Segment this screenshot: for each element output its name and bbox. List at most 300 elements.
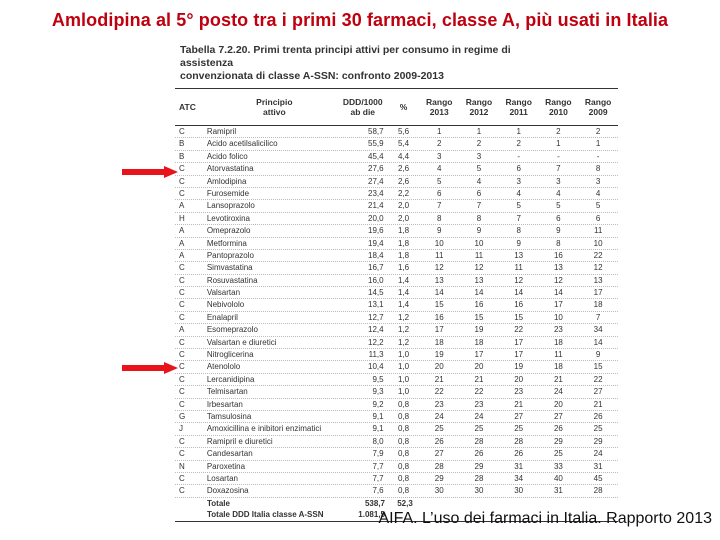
cell-principle: Acido acetilsalicilico	[206, 139, 278, 149]
cell-principle: Esomeprazolo	[206, 325, 258, 335]
cell-rank-2011: 31	[514, 461, 524, 471]
cell-ddd: 11,3	[368, 350, 384, 360]
cell-rank-2010: 17	[553, 300, 563, 310]
cell-pct: 1,2	[397, 312, 410, 322]
cell-rank-2009: 13	[593, 275, 603, 285]
cell-ddd: 12,4	[368, 325, 384, 335]
cell-rank-2012: 17	[474, 350, 484, 360]
cell-rank-2010: 21	[553, 374, 563, 384]
total-ddd: 538,7	[364, 498, 385, 508]
cell-rank-2009: 4	[595, 188, 601, 198]
caption-line-1: Tabella 7.2.20. Primi trenta principi attivi per consumo in regime di assistenza	[180, 44, 511, 69]
table-row	[175, 312, 618, 324]
cell-ddd: 23,4	[368, 188, 384, 198]
cell-ddd: 12,2	[368, 337, 384, 347]
cell-rank-2012: 15	[474, 312, 484, 322]
cell-rank-2013: 27	[434, 449, 444, 459]
cell-rank-2011: 21	[514, 399, 524, 409]
cell-rank-2013: 12	[434, 263, 444, 273]
cell-atc: A	[179, 250, 185, 260]
cell-ddd: 9,1	[372, 411, 384, 421]
cell-pct: 1,4	[397, 300, 410, 310]
cell-principle: Tamsulosina	[206, 411, 252, 421]
cell-atc: C	[179, 263, 185, 273]
header-ddd	[342, 89, 388, 125]
slide-title: Amlodipina al 5° posto tra i primi 30 farmaci, classe A, più usati in Italia	[51, 10, 669, 30]
table-body	[175, 126, 618, 498]
cell-ddd: 18,4	[368, 250, 384, 260]
cell-rank-2010: 13	[553, 263, 563, 273]
cell-principle: Lercanidipina	[206, 374, 255, 384]
cell-rank-2009: 45	[593, 473, 603, 483]
cell-rank-2009: 2	[595, 127, 601, 136]
cell-principle: Lansoprazolo	[206, 201, 255, 211]
cell-principle: Omeprazolo	[206, 226, 251, 236]
cell-ddd: 19,6	[368, 226, 384, 236]
cell-rank-2012: 13	[474, 275, 484, 285]
cell-rank-2009: 12	[593, 263, 603, 273]
header-rank-2010-l1: Rango	[545, 97, 572, 107]
header-principle-l2: attivo	[263, 107, 286, 117]
cell-rank-2009: 8	[595, 164, 601, 174]
cell-rank-2010: 29	[553, 436, 563, 446]
cell-rank-2011: 14	[514, 288, 524, 298]
cell-rank-2012: 25	[474, 424, 484, 434]
cell-pct: 1,8	[397, 238, 410, 248]
table-row	[175, 349, 618, 361]
table-row	[175, 485, 618, 497]
table-row	[175, 287, 618, 299]
cell-ddd: 16,0	[368, 275, 384, 285]
cell-atc: C	[179, 312, 185, 322]
table-row	[175, 337, 618, 349]
cell-principle: Ramipril	[206, 127, 237, 136]
cell-pct: 1,4	[397, 275, 410, 285]
cell-rank-2012: 29	[474, 461, 484, 471]
cell-ddd: 45,4	[368, 151, 384, 161]
cell-rank-2009: 24	[593, 449, 603, 459]
cell-rank-2010: 18	[553, 362, 563, 372]
cell-rank-2010: 3	[556, 176, 561, 186]
cell-rank-2011: 25	[514, 424, 524, 434]
cell-ddd: 8,0	[372, 436, 384, 446]
cell-atc: C	[179, 436, 185, 446]
cell-rank-2012: 19	[474, 325, 484, 335]
cell-rank-2009: 31	[593, 461, 603, 471]
cell-rank-2011: 23	[514, 387, 524, 397]
header-rank-2012-l2: 2012	[469, 107, 489, 117]
cell-rank-2013: 7	[437, 201, 442, 211]
cell-rank-2013: 9	[437, 226, 442, 236]
cell-rank-2011: 3	[516, 176, 521, 186]
cell-rank-2009: 10	[593, 238, 603, 248]
cell-rank-2013: 14	[434, 288, 444, 298]
cell-rank-2013: 30	[434, 486, 444, 496]
cell-rank-2011: 15	[514, 312, 524, 322]
cell-ddd: 7,9	[372, 449, 384, 459]
table-row	[175, 324, 618, 336]
table-row	[175, 262, 618, 274]
cell-rank-2011: 30	[514, 486, 524, 496]
cell-rank-2013: 18	[434, 337, 444, 347]
cell-principle: Furosemide	[206, 188, 250, 198]
table-row	[175, 461, 618, 473]
cell-rank-2011: 34	[514, 473, 524, 483]
cell-rank-2012: 4	[476, 176, 482, 186]
cell-rank-2013: 13	[434, 275, 444, 285]
cell-rank-2009: 18	[593, 300, 603, 310]
cell-rank-2013: 15	[434, 300, 444, 310]
cell-rank-2012: 14	[474, 288, 484, 298]
cell-rank-2009: 27	[593, 387, 603, 397]
total-italy-label: Totale DDD Italia classe A-SSN	[207, 510, 324, 520]
cell-principle: Amlodipina	[206, 176, 247, 186]
header-rank-2013-l1: Rango	[426, 97, 453, 107]
cell-rank-2011: 8	[516, 226, 521, 236]
cell-atc: C	[179, 374, 185, 384]
cell-rank-2012: 3	[476, 151, 482, 161]
table-row	[175, 138, 618, 150]
cell-rank-2009: 28	[593, 486, 603, 496]
cell-principle: Levotiroxina	[206, 213, 250, 223]
cell-pct: 2,0	[397, 201, 410, 211]
cell-principle: Rosuvastatina	[206, 275, 258, 285]
cell-atc: C	[179, 387, 185, 397]
header-rank-2010-l2: 2010	[548, 107, 568, 117]
total-atc	[175, 498, 205, 509]
cell-rank-2010: 2	[556, 127, 561, 136]
cell-principle: Enalapril	[206, 312, 238, 322]
cell-rank-2011: 16	[514, 300, 524, 310]
header-rank-2013	[419, 89, 459, 125]
cell-principle: Losartan	[206, 473, 238, 483]
cell-rank-2013: 4	[437, 164, 442, 174]
table-row	[175, 238, 618, 250]
cell-pct: 1,0	[397, 350, 410, 360]
table-row	[175, 176, 618, 188]
table-row	[175, 225, 618, 237]
cell-pct: 4,4	[397, 151, 410, 161]
cell-ddd: 19,4	[368, 238, 384, 248]
cell-principle: Nebivololo	[206, 300, 245, 310]
header-rank-2011-l1: Rango	[505, 97, 532, 107]
total-italy-ddd: 1.081,5	[358, 510, 385, 520]
cell-rank-2009: 22	[593, 250, 603, 260]
cell-principle: Telmisartan	[206, 387, 248, 397]
cell-rank-2010: 6	[556, 213, 561, 223]
header-ddd-l1: DDD/1000	[342, 97, 383, 107]
cell-ddd: 9,5	[372, 374, 384, 384]
cell-pct: 1,8	[397, 250, 410, 260]
cell-pct: 0,8	[397, 411, 410, 421]
cell-principle: Atenololo	[206, 362, 241, 372]
header-principle	[205, 89, 342, 125]
table-row	[175, 250, 618, 262]
cell-rank-2010: 10	[553, 312, 563, 322]
cell-rank-2013: 23	[434, 399, 444, 409]
cell-rank-2010: 14	[553, 288, 563, 298]
header-rank-2013-l2: 2013	[429, 107, 449, 117]
header-rank-2012	[459, 89, 499, 125]
cell-atc: C	[179, 288, 185, 298]
cell-atc: C	[179, 176, 185, 186]
table-row	[175, 423, 618, 435]
cell-rank-2013: 5	[437, 176, 442, 186]
cell-rank-2013: 19	[434, 350, 444, 360]
cell-ddd: 7,7	[372, 473, 384, 483]
cell-rank-2013: 11	[435, 250, 444, 260]
cell-principle: Candesartan	[206, 449, 253, 459]
cell-rank-2010: 16	[553, 250, 563, 260]
highlight-arrow-lercanidipina	[122, 362, 178, 374]
cell-rank-2013: 1	[437, 127, 442, 136]
cell-atc: C	[179, 473, 185, 483]
cell-rank-2012: 24	[474, 411, 484, 421]
cell-rank-2011: 1	[516, 127, 521, 136]
table-row	[175, 299, 618, 311]
cell-rank-2013: 6	[437, 188, 442, 198]
table-row	[175, 275, 618, 287]
cell-rank-2011: 11	[514, 263, 523, 273]
cell-rank-2009: 22	[593, 374, 603, 384]
cell-rank-2011: 26	[514, 449, 524, 459]
cell-pct: 2,6	[397, 164, 410, 174]
cell-rank-2010: 33	[553, 461, 563, 471]
header-rank-2009	[578, 89, 618, 125]
cell-rank-2013: 26	[434, 436, 444, 446]
cell-rank-2010: 23	[553, 325, 563, 335]
cell-rank-2010: 8	[556, 238, 561, 248]
cell-principle: Amoxicillina e inibitori enzimatici	[206, 424, 322, 434]
cell-rank-2010: 26	[553, 424, 563, 434]
cell-principle: Pantoprazolo	[206, 250, 254, 260]
cell-principle: Nitroglicerina	[206, 350, 254, 360]
cell-pct: 1,0	[397, 374, 410, 384]
cell-rank-2012: 9	[476, 226, 482, 236]
cell-pct: 5,4	[397, 139, 410, 149]
cell-atc: B	[179, 151, 185, 161]
cell-rank-2009: 9	[595, 350, 601, 360]
cell-rank-2012: 2	[476, 139, 482, 149]
header-principle-l1: Principio	[256, 97, 293, 107]
cell-rank-2013: 20	[434, 362, 444, 372]
cell-principle: Irbesartan	[206, 399, 243, 409]
cell-rank-2012: 11	[474, 250, 484, 260]
table-row	[175, 188, 618, 200]
header-rank-2010	[539, 89, 579, 125]
cell-rank-2010: 31	[553, 486, 563, 496]
cell-rank-2012: 5	[476, 164, 482, 174]
cell-atc: H	[179, 213, 185, 223]
table-row	[175, 200, 618, 212]
table-row	[175, 436, 618, 448]
cell-ddd: 21,4	[368, 201, 384, 211]
total-label: Totale	[207, 498, 230, 508]
cell-rank-2013: 24	[434, 411, 444, 421]
header-rank-2012-l1: Rango	[465, 97, 493, 107]
cell-pct: 1,6	[397, 263, 410, 273]
cell-atc: A	[179, 238, 185, 248]
header-ddd-l2: ab die	[350, 107, 376, 117]
cell-rank-2013: 17	[434, 325, 444, 335]
total-row	[175, 498, 618, 509]
cell-principle: Doxazosina	[206, 486, 249, 496]
cell-rank-2012: 28	[474, 473, 484, 483]
cell-rank-2010: 27	[553, 411, 563, 421]
cell-rank-2012: 30	[474, 486, 484, 496]
cell-rank-2011: 13	[514, 250, 524, 260]
cell-rank-2010: 4	[556, 188, 561, 198]
cell-rank-2009: 6	[595, 213, 601, 223]
total-pct: 52,3	[397, 498, 413, 508]
cell-pct: 5,6	[397, 127, 410, 136]
table-row	[175, 411, 618, 423]
cell-rank-2011: 9	[516, 238, 521, 248]
highlight-arrow-amlodipina	[122, 166, 178, 178]
cell-ddd: 58,7	[368, 127, 384, 136]
cell-ddd: 9,3	[372, 387, 384, 397]
source-citation: AIFA. L’uso dei farmaci in Italia. Rapporto 2013	[378, 510, 712, 527]
cell-pct: 1,8	[397, 226, 410, 236]
cell-rank-2012: 7	[476, 201, 482, 211]
cell-rank-2010: 25	[553, 449, 563, 459]
cell-atc: A	[179, 201, 185, 211]
total-italy-atc	[175, 509, 205, 520]
cell-atc: C	[179, 350, 185, 360]
cell-rank-2009: 26	[593, 411, 603, 421]
cell-rank-2010: 24	[553, 387, 563, 397]
cell-pct: 0,8	[397, 424, 410, 434]
cell-pct: 1,0	[397, 387, 410, 397]
cell-rank-2011: 12	[514, 275, 524, 285]
cell-rank-2013: 16	[434, 312, 444, 322]
cell-rank-2009: 7	[595, 312, 601, 322]
cell-rank-2009: -	[596, 151, 600, 161]
cell-pct: 1,0	[397, 362, 410, 372]
cell-rank-2011: 19	[514, 362, 524, 372]
cell-rank-2013: 25	[434, 424, 444, 434]
cell-pct: 0,8	[397, 436, 410, 446]
cell-atc: C	[179, 164, 185, 174]
cell-rank-2012: 16	[474, 300, 484, 310]
cell-rank-2012: 26	[474, 449, 484, 459]
cell-ddd: 13,1	[368, 300, 384, 310]
consumption-table	[175, 88, 618, 522]
cell-ddd: 14,5	[368, 288, 384, 298]
cell-rank-2012: 8	[476, 213, 482, 223]
cell-principle: Simvastatina	[206, 263, 253, 273]
cell-ddd: 27,4	[368, 176, 384, 186]
table-row	[175, 399, 618, 411]
cell-rank-2013: 8	[437, 213, 442, 223]
cell-rank-2013: 21	[434, 374, 444, 384]
cell-pct: 2,0	[397, 213, 410, 223]
cell-principle: Atorvastatina	[206, 164, 254, 174]
cell-rank-2009: 17	[593, 288, 603, 298]
table-header	[175, 89, 618, 126]
cell-rank-2010: 18	[553, 337, 563, 347]
cell-rank-2012: 28	[474, 436, 484, 446]
table-row	[175, 448, 618, 460]
cell-rank-2012: 12	[474, 263, 484, 273]
cell-atc: A	[179, 325, 185, 335]
cell-rank-2009: 25	[593, 424, 603, 434]
cell-atc: G	[179, 411, 186, 421]
cell-atc: C	[179, 337, 185, 347]
cell-pct: 2,6	[397, 176, 410, 186]
cell-rank-2009: 5	[595, 201, 601, 211]
cell-atc: C	[179, 275, 185, 285]
cell-atc: C	[179, 188, 185, 198]
cell-ddd: 10,4	[368, 362, 384, 372]
cell-rank-2013: 3	[437, 151, 442, 161]
cell-rank-2012: 23	[474, 399, 484, 409]
cell-rank-2012: 1	[476, 127, 482, 136]
cell-atc: C	[179, 127, 185, 136]
cell-ddd: 9,2	[372, 399, 384, 409]
cell-rank-2012: 10	[474, 238, 484, 248]
cell-principle: Acido folico	[206, 151, 248, 161]
cell-rank-2009: 1	[595, 139, 601, 149]
cell-rank-2011: 28	[514, 436, 524, 446]
cell-rank-2009: 11	[593, 226, 603, 236]
cell-ddd: 9,1	[372, 424, 384, 434]
cell-rank-2010: 7	[556, 164, 561, 174]
cell-pct: 2,2	[397, 188, 410, 198]
cell-rank-2013: 10	[434, 238, 444, 248]
cell-rank-2010: 11	[554, 350, 563, 360]
cell-rank-2013: 22	[434, 387, 444, 397]
cell-rank-2013: 2	[437, 139, 442, 149]
cell-rank-2009: 21	[593, 399, 603, 409]
cell-rank-2010: -	[557, 151, 560, 161]
header-rank-2009-l2: 2009	[588, 107, 608, 117]
cell-rank-2009: 34	[593, 325, 603, 335]
header-pct: %	[399, 102, 408, 112]
cell-rank-2011: 17	[514, 350, 524, 360]
cell-pct: 1,4	[397, 288, 410, 298]
cell-rank-2012: 21	[474, 374, 484, 384]
cell-rank-2010: 40	[553, 473, 563, 483]
caption-line-2: convenzionata di classe A-SSN: confronto 2009-2013	[180, 70, 444, 82]
cell-pct: 0,8	[397, 461, 410, 471]
cell-rank-2010: 9	[556, 226, 561, 236]
cell-ddd: 12,7	[368, 312, 384, 322]
cell-principle: Valsartan e diuretici	[206, 337, 277, 347]
cell-atc: A	[179, 226, 185, 236]
table-caption	[180, 44, 560, 83]
cell-rank-2012: 22	[474, 387, 484, 397]
table-row	[175, 374, 618, 386]
cell-ddd: 27,6	[368, 164, 384, 174]
cell-ddd: 7,7	[372, 461, 384, 471]
cell-rank-2011: 27	[514, 411, 524, 421]
cell-rank-2010: 1	[556, 139, 561, 149]
cell-pct: 0,8	[397, 399, 410, 409]
cell-rank-2011: 2	[516, 139, 521, 149]
cell-pct: 1,2	[397, 325, 410, 335]
cell-rank-2010: 20	[553, 399, 563, 409]
cell-rank-2011: 17	[514, 337, 524, 347]
cell-atc: C	[179, 486, 185, 496]
header-rank-2011	[499, 89, 539, 125]
table-row	[175, 361, 618, 373]
cell-atc: N	[179, 461, 185, 471]
header-rank-2009-l1: Rango	[584, 97, 612, 107]
cell-atc: C	[179, 362, 185, 372]
table-row	[175, 163, 618, 175]
cell-rank-2011: -	[517, 151, 521, 161]
